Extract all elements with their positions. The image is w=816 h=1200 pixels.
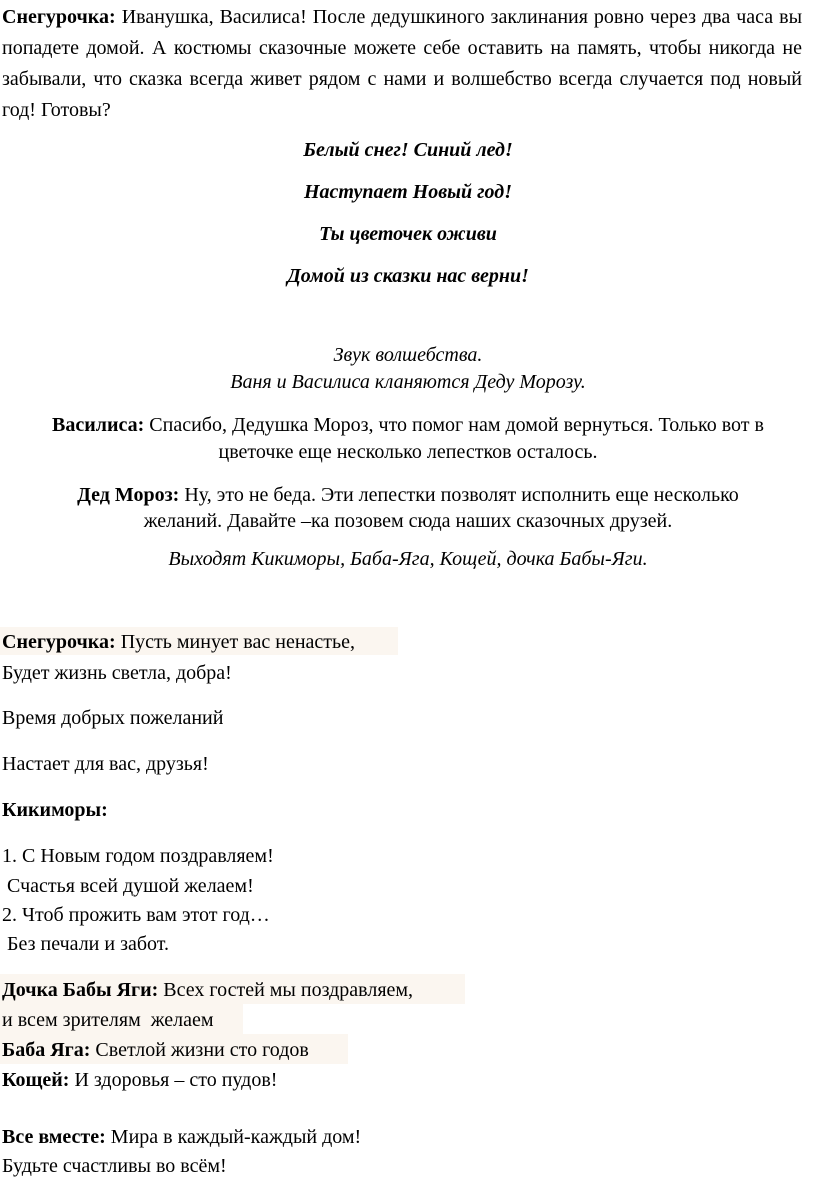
koschey-line <box>2 1068 277 1092</box>
kikimory-line-1: 1. С Новым годом поздравляем! <box>2 845 274 867</box>
snegurochka2-line-1 <box>2 630 355 654</box>
snegurochka2-line-3: Время добрых пожеланий <box>2 707 224 729</box>
snegurochka2-text-1: Пусть минует вас ненастье, <box>120 631 356 653</box>
dochka-line-2: и всем зрителям желаем <box>2 1009 214 1031</box>
kikimory-line-3: 2. Чтоб прожить вам этот год… <box>2 904 270 926</box>
vasilisa-line-2: цветочке еще несколько лепестков осталось. <box>218 441 598 463</box>
snegurochka2-line-2: Будет жизнь светла, добра! <box>2 662 232 684</box>
stage-direction-2: Выходят Кикиморы, Баба-Яга, Кощей, дочка Бабы-Яги. <box>168 548 648 570</box>
intro-text: Иванушка, Василиса! После дедушкиного заклинания ровно через два часа вы попадете домой. А костюмы сказочные можете себе оставить на память, чтобы никогда не забывали, что сказка всегда живет рядом с нами и волшебство всегда случается под новый год! Готовы? <box>2 6 803 121</box>
dochka-line-1 <box>2 978 413 1002</box>
dochka-text-1: Всех гостей мы поздравляем, <box>163 979 414 1001</box>
snegurochka2-line-4: Настает для вас, друзья! <box>2 753 209 775</box>
kikimory-line-2: Счастья всей душой желаем! <box>2 875 254 897</box>
baba-yaga-speaker: Баба Яга: <box>2 1039 91 1061</box>
vse-text-1: Мира в каждый-каждый дом! <box>110 1126 362 1148</box>
koschey-text: И здоровья – сто пудов! <box>74 1069 278 1091</box>
vasilisa-text-1: Спасибо, Дедушка Мороз, что помог нам домой вернуться. Только вот в <box>149 414 764 436</box>
spell-line-3: Ты цветочек оживи <box>319 223 497 245</box>
dochka-speaker: Дочка Бабы Яги: <box>2 979 159 1001</box>
intro-speaker: Снегурочка: <box>2 6 116 28</box>
ded-moroz-text-1: Ну, это не беда. Эти лепестки позволят исполнить еще несколько <box>184 484 739 506</box>
vse-speaker: Все вместе: <box>2 1126 106 1148</box>
koschey-speaker: Кощей: <box>2 1069 70 1091</box>
ded-moroz-line-2: желаний. Давайте –ка позовем сюда наших сказочных друзей. <box>143 510 673 532</box>
kikimory-speaker: Кикиморы: <box>2 799 108 821</box>
stage-direction-1-line-2: Ваня и Василиса кланяются Деду Морозу. <box>230 371 586 393</box>
spell-line-2: Наступает Новый год! <box>304 181 512 203</box>
baba-yaga-line <box>2 1038 309 1062</box>
kikimory-line-4: Без печали и забот. <box>2 933 170 955</box>
spell-line-4: Домой из сказки нас верни! <box>287 265 529 287</box>
stage-direction-1-line-1: Звук волшебства. <box>333 344 483 366</box>
vse-line-2: Будьте счастливы во всём! <box>2 1155 227 1177</box>
spell-line-1: Белый снег! Синий лед! <box>303 139 513 161</box>
ded-moroz-speaker: Дед Мороз: <box>77 484 180 506</box>
vasilisa-line-1 <box>0 412 816 438</box>
vse-line-1 <box>2 1125 361 1149</box>
intro-paragraph <box>2 2 802 126</box>
snegurochka2-speaker: Снегурочка: <box>2 631 116 653</box>
ded-moroz-line-1 <box>0 482 816 508</box>
vasilisa-speaker: Василиса: <box>52 414 145 436</box>
baba-yaga-text: Светлой жизни сто годов <box>95 1039 309 1061</box>
